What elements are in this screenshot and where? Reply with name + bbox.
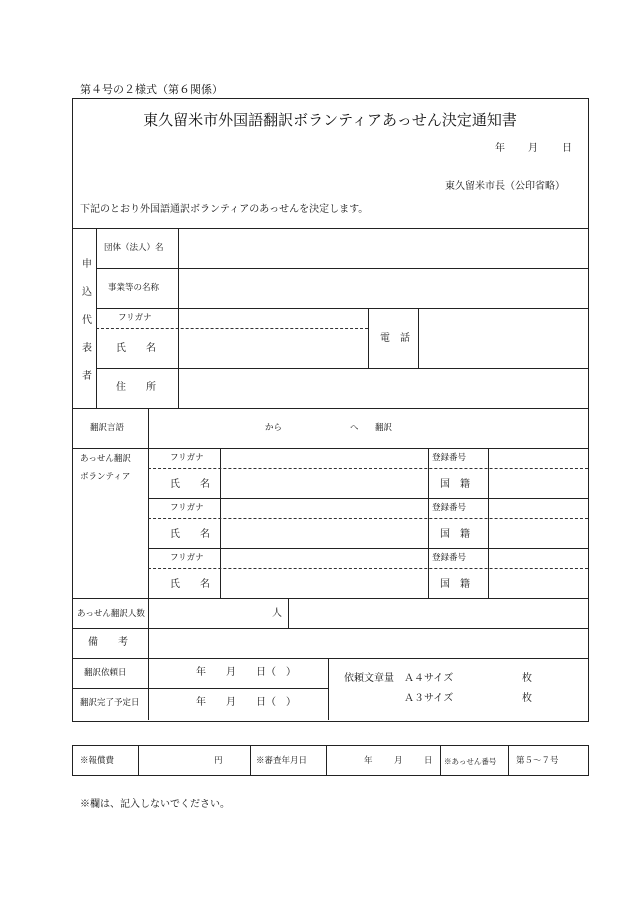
a3-label: Ａ３サイズ bbox=[404, 693, 454, 704]
mediation-no-format: 第５～７号 bbox=[516, 756, 559, 766]
intro-text: 下記のとおり外国語通訳ボランティアのあっせんを決定します。 bbox=[80, 204, 369, 215]
volunteer-name-label: 氏 名 bbox=[170, 479, 210, 490]
remarks-label: 備 考 bbox=[88, 637, 128, 648]
completion-date-day: 日（ ） bbox=[256, 697, 296, 708]
event-name-label: 事業等の名称 bbox=[108, 283, 160, 293]
completion-date-label: 翻訳完了予定日 bbox=[80, 698, 140, 708]
review-date-year: 年 bbox=[364, 756, 373, 766]
office-use-table bbox=[72, 745, 589, 776]
mediation-no-label: ※あっせん番号 bbox=[444, 757, 497, 766]
fee-yen: 円 bbox=[214, 756, 223, 766]
applicant-name-label: 氏 名 bbox=[116, 343, 156, 354]
address-label: 住 所 bbox=[116, 382, 156, 393]
review-date-month: 月 bbox=[394, 756, 403, 766]
volunteer-furigana-label: フリガナ bbox=[170, 503, 204, 513]
language-to: へ bbox=[350, 423, 359, 433]
issuer: 東久留米市長（公印省略） bbox=[445, 181, 565, 192]
fee-label: ※報償費 bbox=[80, 756, 115, 766]
volunteer-reg-label: 登録番号 bbox=[432, 553, 467, 563]
request-date-year: 年 bbox=[196, 667, 206, 678]
date-year: 年 bbox=[495, 143, 505, 154]
applicant-side-char-4: 表 bbox=[82, 343, 92, 354]
language-translate: 翻訳 bbox=[375, 423, 393, 433]
count-unit: 人 bbox=[272, 608, 282, 619]
org-name-label: 団体（法人）名 bbox=[104, 243, 164, 253]
review-date-day: 日 bbox=[424, 756, 433, 766]
request-date-day: 日（ ） bbox=[256, 667, 296, 678]
applicant-side-char-1: 申 bbox=[82, 259, 92, 270]
phone-label: 電 話 bbox=[380, 333, 410, 344]
volunteer-furigana-label: フリガナ bbox=[170, 453, 204, 463]
volunteer-nationality-label: 国 籍 bbox=[440, 579, 470, 590]
a3-unit: 枚 bbox=[522, 693, 532, 704]
a4-label: Ａ４サイズ bbox=[404, 673, 454, 684]
form-number: 第４号の２様式（第６関係） bbox=[80, 83, 223, 96]
applicant-side-char-2: 込 bbox=[82, 287, 92, 298]
request-date-label: 翻訳依頼日 bbox=[84, 668, 127, 678]
request-date-month: 月 bbox=[226, 667, 236, 678]
page-title: 東久留米市外国語翻訳ボランティアあっせん決定通知書 bbox=[143, 111, 517, 129]
language-label: 翻訳言語 bbox=[90, 423, 125, 433]
volunteer-name-label: 氏 名 bbox=[170, 529, 210, 540]
date-month: 月 bbox=[528, 143, 538, 154]
applicant-furigana-label: フリガナ bbox=[118, 313, 152, 323]
footnote: ※欄は、記入しないでください。 bbox=[80, 799, 230, 810]
completion-date-year: 年 bbox=[196, 697, 206, 708]
count-label: あっせん翻訳人数 bbox=[77, 609, 145, 619]
volunteer-label-line1: あっせん翻訳 bbox=[80, 454, 131, 464]
volunteer-furigana-label: フリガナ bbox=[170, 553, 204, 563]
volunteer-nationality-label: 国 籍 bbox=[440, 479, 470, 490]
volunteer-reg-label: 登録番号 bbox=[432, 453, 467, 463]
volunteer-label-line2: ボランティア bbox=[80, 472, 131, 482]
volunteer-nationality-label: 国 籍 bbox=[440, 529, 470, 540]
applicant-side-char-3: 代 bbox=[82, 315, 92, 326]
date-day: 日 bbox=[562, 143, 572, 154]
a4-unit: 枚 bbox=[522, 673, 532, 684]
applicant-side-char-5: 者 bbox=[82, 371, 92, 382]
review-date-label: ※審査年月日 bbox=[256, 756, 308, 766]
completion-date-month: 月 bbox=[226, 697, 236, 708]
volunteer-reg-label: 登録番号 bbox=[432, 503, 467, 513]
language-from: から bbox=[265, 423, 283, 433]
volunteer-name-label: 氏 名 bbox=[170, 579, 210, 590]
doc-volume-label: 依頼文章量 bbox=[344, 673, 394, 684]
